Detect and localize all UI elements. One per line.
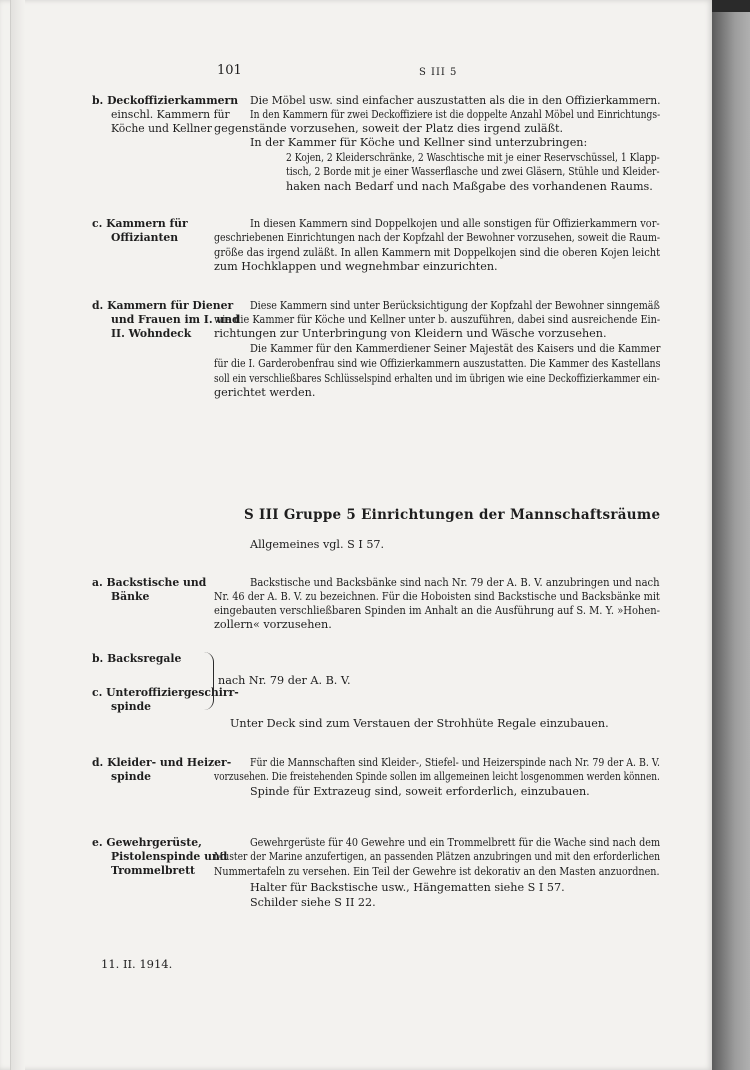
c-body-line3: größe das irgend zuläßt. In allen Kammern mit Doppelkojen sind die oberen Kojen leicht	[214, 246, 661, 259]
grouping-brace	[203, 652, 214, 710]
c-body-line4: zum Hochklappen und wegnehmbar einzurichten.	[214, 260, 498, 273]
brace-text: nach Nr. 79 der A. B. V.	[218, 674, 351, 687]
d-body-line5: für die I. Garderobenfrau sind wie Offizierkammern auszustatten. Die Kammer des Kastellans	[214, 357, 661, 370]
page-number: 101	[217, 63, 242, 78]
label-c-line2: Offizianten	[111, 231, 179, 244]
label-d-line3: II. Wohndeck	[111, 327, 192, 340]
d-body-line1: Diese Kammern sind unter Berücksichtigung der Kopfzahl der Bewohner sinngemäß	[250, 299, 660, 312]
gewehr-body-line2: Muster der Marine anzufertigen, an passenden Plätzen anzubringen und mit den erforderlichen	[214, 850, 661, 863]
under-deck-text: Unter Deck sind zum Verstauen der Strohhüte Regale einzubauen.	[230, 717, 609, 730]
d-body-line4: Die Kammer für den Kammerdiener Seiner Majestät des Kaisers und die Kammer	[250, 342, 661, 355]
label-unteroffizier-line1: c. Unteroffiziergeschirr-	[92, 686, 239, 699]
a-body-line4: zollern« vorzusehen.	[214, 618, 332, 631]
d-body-line7: gerichtet werden.	[214, 386, 316, 399]
label-gewehr-line3: Trommelbrett	[111, 864, 196, 877]
b-body-line5: 2 Kojen, 2 Kleiderschränke, 2 Waschtische mit je einer Reservschüssel, 1 Klapp-	[286, 151, 660, 164]
c-body-line2: geschriebenen Einrichtungen nach der Kopfzahl der Bewohner vorzusehen, soweit die Raum-	[214, 231, 661, 244]
label-backsregale: b. Backsregale	[92, 652, 182, 665]
general-reference: Allgemeines vgl. S I 57.	[250, 538, 385, 551]
d-body-line3: richtungen zur Unterbringung von Kleidern und Wäsche vorzusehen.	[214, 327, 607, 340]
label-b-line2: einschl. Kammern für	[111, 108, 230, 121]
label-b-line3: Köche und Kellner	[111, 122, 212, 135]
d-body-line6: soll ein verschließbares Schlüsselspind erhalten und im übrigen wie eine Deckoffizierkammer ein-	[214, 372, 660, 385]
b-body-line4: In der Kammer für Köche und Kellner sind unterzubringen:	[250, 136, 588, 149]
gewehr-body-line3: Nummertafeln zu versehen. Ein Teil der Gewehre ist dekorativ an den Masten anzuordnen.	[214, 865, 660, 878]
label-kleider-line1: d. Kleider- und Heizer-	[92, 756, 232, 769]
label-d-line2: und Frauen im I. und	[111, 313, 240, 326]
label-a-line1: a. Backstische und	[92, 576, 207, 589]
b-body-line2: In den Kammern für zwei Deckoffiziere ist die doppelte Anzahl Möbel und Einrichtungs-	[250, 108, 661, 121]
b-body-line3: gegenstände vorzusehen, soweit der Platz dies irgend zuläßt.	[214, 122, 564, 135]
footer-date: 11. II. 1914.	[101, 957, 173, 971]
d-body-line2: wie die Kammer für Köche und Kellner unter b. auszuführen, dabei sind ausreichende Ein-	[214, 313, 661, 326]
label-kleider-line2: spinde	[111, 770, 151, 783]
book-edge	[712, 0, 750, 1070]
label-c-line1: c. Kammern für	[92, 217, 188, 230]
label-gewehr-line2: Pistolenspinde und	[111, 850, 228, 863]
label-unteroffizier-line2: spinde	[111, 700, 151, 713]
kleider-body-line3: Spinde für Extrazeug sind, soweit erforderlich, einzubauen.	[250, 785, 590, 798]
c-body-line1: In diesen Kammern sind Doppelkojen und alle sonstigen für Offizierkammern vor-	[250, 217, 660, 230]
section-code: S III 5	[419, 67, 458, 78]
a-body-line1: Backstische und Backsbänke sind nach Nr. 79 der A. B. V. anzubringen und nach	[250, 576, 660, 589]
group-heading: S III Gruppe 5 Einrichtungen der Mannschaftsräume	[244, 507, 661, 523]
gewehr-body-line4: Halter für Backstische usw., Hängematten siehe S I 57.	[250, 881, 565, 894]
label-gewehr-line1: e. Gewehrgerüste,	[92, 836, 202, 849]
a-body-line2: Nr. 46 der A. B. V. zu bezeichnen. Für die Hoboisten sind Backstische und Backsbänke mit	[214, 590, 660, 603]
page-gutter	[10, 0, 25, 1070]
gewehr-body-line1: Gewehrgerüste für 40 Gewehre und ein Trommelbrett für die Wache sind nach dem	[250, 836, 661, 849]
a-body-line3: eingebauten verschließbaren Spinden im Anhalt an die Ausführung auf S. M. Y. »Hohen-	[214, 604, 660, 617]
b-body-line6: tisch, 2 Borde mit je einer Wasserflasche und zwei Gläsern, Stühle und Kleider-	[286, 165, 660, 178]
label-a-line2: Bänke	[111, 590, 150, 603]
label-d-line1: d. Kammern für Diener	[92, 299, 234, 312]
kleider-body-line1: Für die Mannschaften sind Kleider-, Stiefel- und Heizerspinde nach Nr. 79 der A. B. V.	[250, 756, 660, 769]
gewehr-body-line5: Schilder siehe S II 22.	[250, 896, 376, 909]
label-b-line1: b. Deckoffizierkammern	[92, 94, 239, 107]
b-body-line1: Die Möbel usw. sind einfacher auszustatten als die in den Offizierkammern.	[250, 94, 661, 107]
book-edge-top	[712, 0, 750, 12]
kleider-body-line2: vorzusehen. Die freistehenden Spinde sollen im allgemeinen leicht losgenommen werden können.	[214, 770, 660, 783]
b-body-line7: haken nach Bedarf und nach Maßgabe des vorhandenen Raums.	[286, 180, 653, 193]
